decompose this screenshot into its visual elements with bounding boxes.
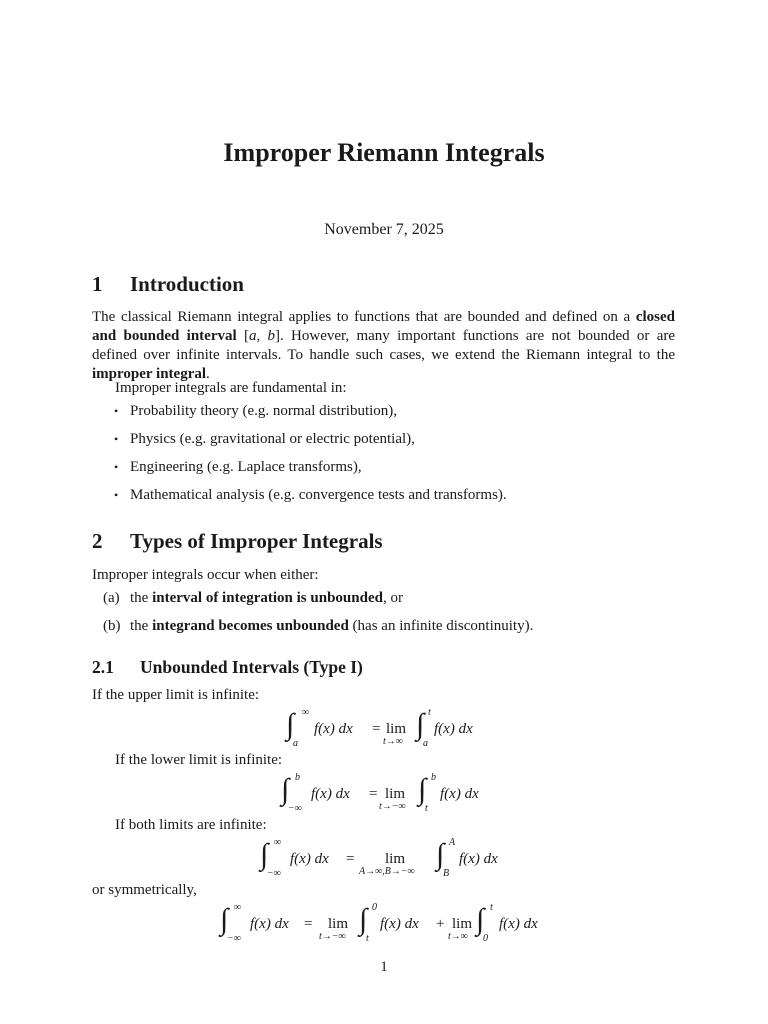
section-title: Introduction [130,272,244,296]
upper-bound: t [490,902,493,913]
subsection-number: 2.1 [92,657,114,677]
equals-sign: = [369,786,378,802]
integral-sign: ∫ [416,708,425,741]
integrand: f(x) dx [314,721,353,737]
equals-sign: = [346,851,355,867]
text-run: , or [382,590,403,606]
integral-sign: ∫ [260,838,269,871]
limit-subscript: t→∞ [448,931,468,942]
equation-symmetric [216,899,556,959]
integrand: f(x) dx [459,851,498,867]
upper-bound: t [428,707,431,718]
text-run: the [130,590,153,606]
section-1-heading [92,270,244,298]
lower-bound: −∞ [227,933,241,944]
bold-term: integrand becomes unbounded [152,618,349,634]
integral-sign: ∫ [476,903,485,936]
integral-sign: ∫ [220,903,229,936]
integrand: f(x) dx [250,916,289,932]
limit-subscript: t→−∞ [319,931,346,942]
integral-sign: ∫ [281,773,290,806]
integral-sign: ∫ [436,838,445,871]
equation-upper-infinite [282,704,502,764]
section-2-heading [92,527,383,555]
integrand: f(x) dx [290,851,329,867]
bullet-icon: • [114,460,119,474]
lower-bound: −∞ [288,803,302,814]
bold-term: closed and bounded interval [92,309,675,344]
limit-operator: lim [452,916,473,932]
lower-bound: t [425,803,428,814]
page-number: 1 [380,959,388,975]
applications-intro: Improper integrals are fundamental in: [115,380,347,396]
text-run: The classical Riemann integral applies to functions that are bounded and defined on a [92,309,636,325]
bullet-icon: • [114,404,119,418]
integrand: f(x) dx [434,721,473,737]
integral-sign: ∫ [286,708,295,741]
subsection-title: Unbounded Intervals (Type I) [140,657,363,677]
upper-limit-text: If the upper limit is infinite: [92,687,260,703]
text-run: . [206,366,210,382]
item-label: (a) [103,590,120,606]
lower-bound: a [293,738,298,749]
bold-term: improper integral [92,366,207,382]
document-title: Improper Riemann Integrals [223,138,545,167]
integral-sign: ∫ [359,903,368,936]
integrand: f(x) dx [440,786,479,802]
lower-bound: a [423,738,428,749]
limit-subscript: t→∞ [383,736,403,747]
limit-operator: lim [385,851,406,867]
upper-bound: ∞ [302,707,310,718]
integrand: f(x) dx [311,786,350,802]
types-intro: Improper integrals occur when either: [92,567,319,583]
lower-bound: B [443,868,450,879]
upper-bound: ∞ [274,837,282,848]
list-item-text [130,589,403,608]
section-number: 1 [92,272,103,296]
integrand: f(x) dx [499,916,538,932]
plus-sign: + [436,916,445,932]
bold-term: interval of integration is unbounded [152,590,383,606]
lower-bound: −∞ [267,868,281,879]
subsection-2-1-heading [92,655,363,679]
lower-bound: t [366,933,369,944]
list-item-text: Mathematical analysis (e.g. convergence tests and transforms). [130,487,507,503]
text-run: the [130,618,153,634]
equals-sign: = [304,916,313,932]
text-run: ]. However, many important functions are not bounded or are defined over infinite intervals. To handle such cases, we extend the Riemann integral to the [92,328,676,363]
upper-bound: b [431,772,436,783]
equation-both-infinite [256,834,526,894]
document-date: November 7, 2025 [324,221,444,238]
list-item-text: Probability theory (e.g. normal distribution), [130,403,398,419]
section-title: Types of Improper Integrals [130,529,383,553]
limit-operator: lim [386,721,407,737]
list-item-text [130,617,533,636]
integral-sign: ∫ [418,773,427,806]
upper-bound: b [295,772,300,783]
intro-paragraph [92,308,675,384]
item-label: (b) [103,618,121,634]
upper-bound: A [449,837,456,848]
upper-bound: ∞ [234,902,242,913]
text-run: (has an infinite discontinuity). [348,618,534,634]
lower-limit-text: If the lower limit is infinite: [115,752,283,768]
bullet-icon: • [114,432,119,446]
list-item-text: Engineering (e.g. Laplace transforms), [130,459,362,475]
limit-operator: lim [328,916,349,932]
limit-subscript: t→−∞ [379,801,406,812]
limit-operator: lim [385,786,406,802]
section-number: 2 [92,529,103,553]
text-run: [ [236,328,249,344]
equals-sign: = [372,721,381,737]
bullet-icon: • [114,488,119,502]
lower-bound: 0 [483,933,488,944]
limit-subscript: A→∞,B→−∞ [359,866,415,877]
upper-bound: 0 [372,902,377,913]
list-item-text: Physics (e.g. gravitational or electric potential), [130,431,415,447]
integrand: f(x) dx [380,916,419,932]
math-interval: a, b [248,328,276,344]
symmetric-text: or symmetrically, [92,882,197,898]
equation-lower-infinite [277,769,517,829]
both-limits-text: If both limits are infinite: [115,817,267,833]
